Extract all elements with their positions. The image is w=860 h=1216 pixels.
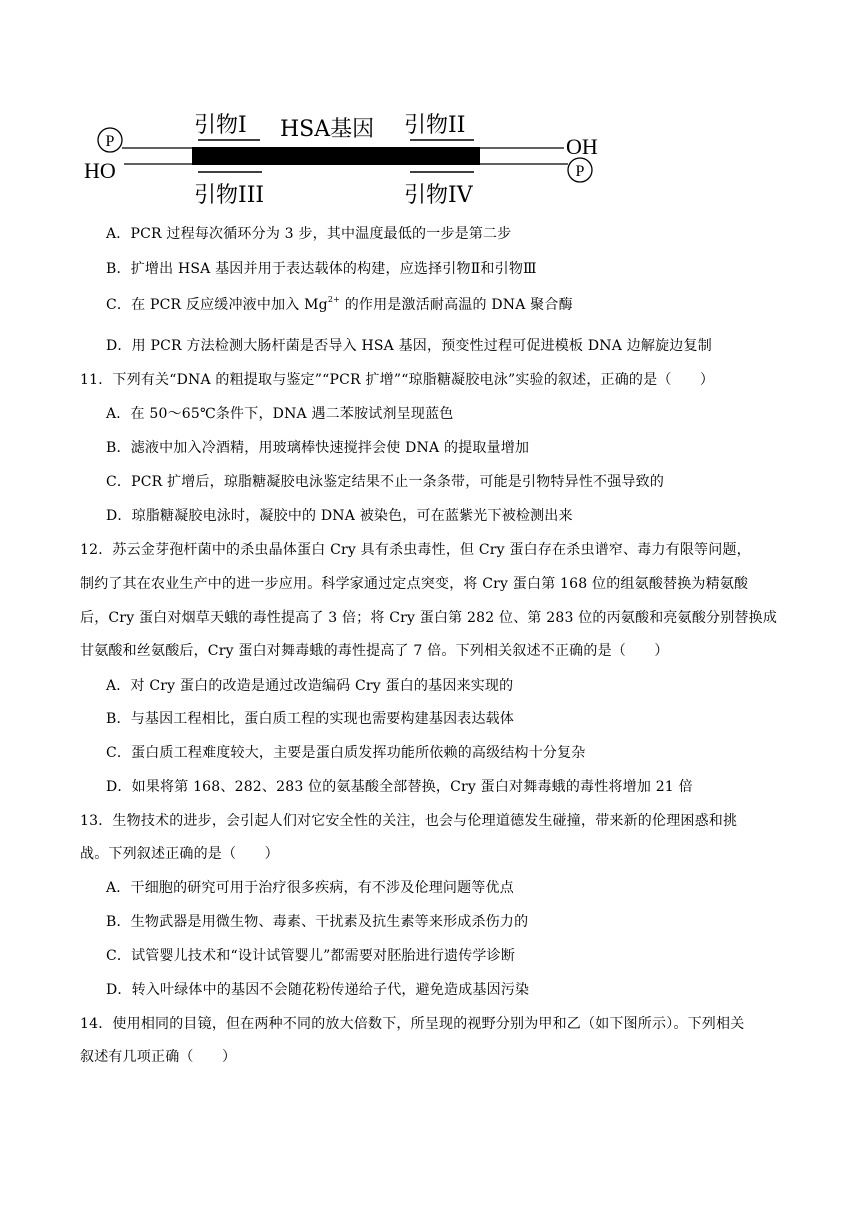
q13-stem-line-2: 战。下列叙述正确的是（ ） <box>80 846 279 862</box>
hsa-gene-label: HSA基因 <box>280 117 375 142</box>
primer-4-label: 引物IV <box>404 183 473 208</box>
q13-option-c: C．试管婴儿技术和“设计试管婴儿”都需要对胚胎进行遗传学诊断 <box>106 948 516 964</box>
q14-stem-line-1: 14．使用相同的目镜，但在两种不同的放大倍数下，所呈现的视野分别为甲和乙（如下图所示）。下列相关 <box>80 1016 745 1032</box>
primer-1-label: 引物I <box>194 113 247 138</box>
q10-option-c-text: C．在 PCR 反应缓冲液中加入 Mg <box>106 297 328 313</box>
q12-option-a: A．对 Cry 蛋白的改造是通过改造编码 Cry 蛋白的基因来实现的 <box>106 678 514 694</box>
q13-stem-line-1: 13．生物技术的进步，会引起人们对它安全性的关注，也会与伦理道德发生碰撞，带来新的伦理困惑和挑 <box>80 813 738 829</box>
q10-option-c-sup: 2+ <box>327 295 341 304</box>
q12-stem-line-1: 12．苏云金芽孢杆菌中的杀虫晶体蛋白 Cry 具有杀虫毒性，但 Cry 蛋白存在杀虫谱窄、毒力有限等问题， <box>80 542 751 558</box>
q11-option-d: D．琼脂糖凝胶电泳时，凝胶中的 DNA 被染色，可在蓝紫光下被检测出来 <box>106 508 573 524</box>
q13-option-d: D．转入叶绿体中的基因不会随花粉传递给子代，避免造成基因污染 <box>106 982 530 998</box>
q10-option-c <box>106 295 573 315</box>
q12-option-b: B．与基因工程相比，蛋白质工程的实现也需要构建基因表达载体 <box>106 711 515 727</box>
primer-2-label: 引物II <box>404 113 466 138</box>
q12-stem-line-3: 后，Cry 蛋白对烟草天蛾的毒性提高了 3 倍；将 Cry 蛋白第 282 位、第 283 位的丙氨酸和亮氨酸分别替换成 <box>80 610 778 626</box>
q11-option-b: B．滤液中加入冷酒精，用玻璃棒快速搅拌会使 DNA 的提取量增加 <box>106 440 530 456</box>
q11-stem: 11．下列有关“DNA 的粗提取与鉴定”“PCR 扩增”“琼脂糖凝胶电泳”实验的叙述，正确的是（ ） <box>80 372 715 388</box>
q10-option-a: A．PCR 过程每次循环分为 3 步，其中温度最低的一步是第二步 <box>106 226 512 242</box>
hsa-gene-primer-diagram <box>80 100 620 220</box>
phosphate-left-icon <box>98 128 122 152</box>
primer-3-label: 引物III <box>194 183 265 208</box>
q14-stem-line-2: 叙述有几项正确（ ） <box>80 1049 237 1065</box>
ho-label: HO <box>84 158 116 183</box>
oh-label: OH <box>566 134 598 159</box>
q13-option-a: A．干细胞的研究可用于治疗很多疾病，有不涉及伦理问题等优点 <box>106 880 514 896</box>
phosphate-right-icon <box>568 158 592 182</box>
q10-option-d: D．用 PCR 方法检测大肠杆菌是否导入 HSA 基因，预变性过程可促进模板 DNA 边解旋边复制 <box>106 338 712 354</box>
q10-option-c-rest: 的作用是激活耐高温的 DNA 聚合酶 <box>340 297 573 313</box>
q13-option-b: B．生物武器是用微生物、毒素、干扰素及抗生素等来形成杀伤力的 <box>106 914 529 930</box>
phosphate-right-label: P <box>575 163 585 180</box>
q10-option-b: B．扩增出 HSA 基因并用于表达载体的构建，应选择引物Ⅱ和引物Ⅲ <box>106 261 537 277</box>
q12-stem-line-2: 制约了其在农业生产中的进一步应用。科学家通过定点突变，将 Cry 蛋白第 168 位的组氨酸替换为精氨酸 <box>80 576 749 592</box>
q12-option-d: D．如果将第 168、282、283 位的氨基酸全部替换，Cry 蛋白对舞毒蛾的毒性将增加 21 倍 <box>106 779 693 795</box>
q11-option-c: C．PCR 扩增后，琼脂糖凝胶电泳鉴定结果不止一条条带，可能是引物特异性不强导致的 <box>106 474 665 490</box>
q11-option-a: A．在 50～65℃条件下，DNA 遇二苯胺试剂呈现蓝色 <box>106 406 454 422</box>
phosphate-left-label: P <box>105 133 115 150</box>
hsa-gene-bar <box>192 147 480 165</box>
q12-stem-line-4: 甘氨酸和丝氨酸后，Cry 蛋白对舞毒蛾的毒性提高了 7 倍。下列相关叙述不正确的是（ ） <box>80 643 669 659</box>
q12-option-c: C．蛋白质工程难度较大，主要是蛋白质发挥功能所依赖的高级结构十分复杂 <box>106 745 586 761</box>
